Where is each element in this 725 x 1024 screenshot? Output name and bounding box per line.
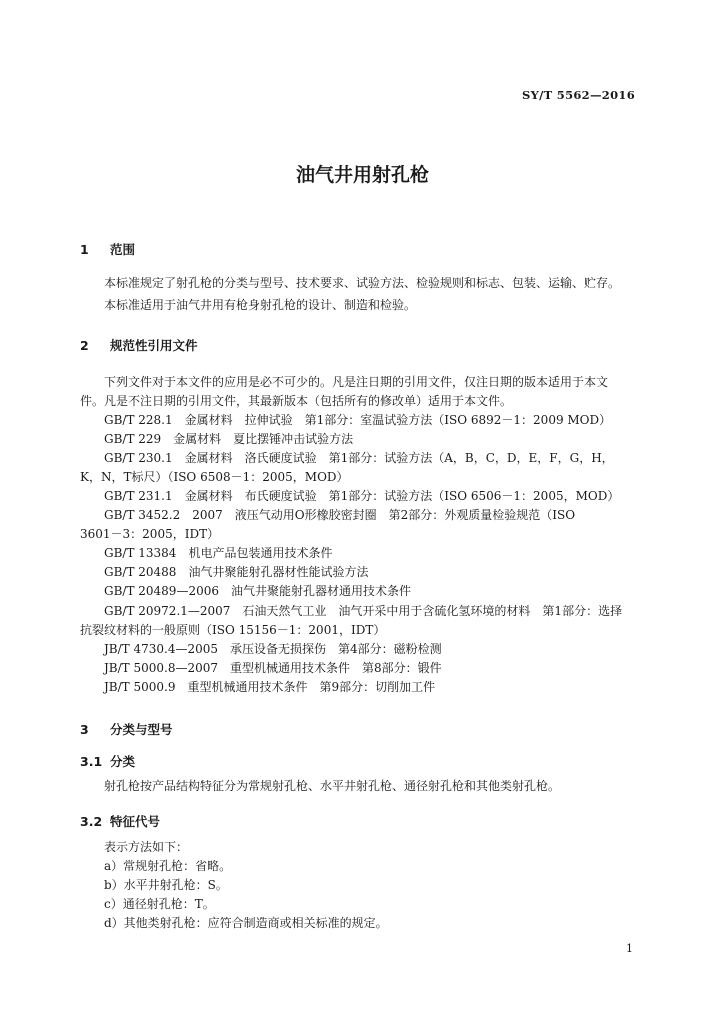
reference-item: GB/T 231.1 金属材料 布氏硬度试验 第1部分：试验方法（ISO 6506－1：2005，MOD）	[104, 489, 620, 503]
list-item: d）其他类射孔枪：应符合制造商或相关标准的规定。	[104, 916, 388, 930]
section-title: 规范性引用文件	[110, 338, 198, 353]
section-number: 3.2	[80, 814, 103, 829]
section-1-para-2: 本标准适用于油气井用有枪身射孔枪的设计、制造和检验。	[104, 298, 417, 312]
reference-item: GB/T 20488 油气井聚能射孔器材性能试验方法	[104, 565, 369, 579]
standard-code: SY/T 5562—2016	[522, 88, 635, 102]
section-1-para-1: 本标准规定了射孔枪的分类与型号、技术要求、试验方法、检验规则和标志、包装、运输、贮存。	[104, 276, 621, 290]
reference-item-continuation: 抗裂纹材料的一般原则（ISO 15156－1：2001，IDT）	[80, 623, 386, 637]
document-title: 油气井用射孔枪	[295, 164, 429, 186]
list-item: b）水平井射孔枪：S。	[104, 878, 228, 892]
section-title: 范围	[110, 242, 136, 257]
section-3-1-heading	[80, 752, 135, 770]
section-1-heading	[80, 240, 135, 258]
section-2-intro-line-2: 件。凡是不注日期的引用文件，其最新版本（包括所有的修改单）适用于本文件。	[80, 394, 513, 408]
section-title: 特征代号	[110, 814, 161, 829]
list-item: a）常规射孔枪：省略。	[104, 859, 232, 873]
reference-item: GB/T 228.1 金属材料 拉伸试验 第1部分：室温试验方法（ISO 6892－1：2009 MOD）	[104, 413, 612, 427]
reference-item: GB/T 230.1 金属材料 洛氏硬度试验 第1部分：试验方法（A，B，C，D，E，F，G，H，	[104, 451, 614, 465]
section-2-heading	[80, 336, 198, 354]
section-3-2-line: 表示方法如下：	[104, 840, 189, 854]
reference-item: JB/T 5000.9 重型机械通用技术条件 第9部分：切削加工件	[104, 680, 436, 694]
section-number: 3	[80, 722, 89, 737]
reference-item-continuation: K，N，T标尺）（ISO 6508－1：2005，MOD）	[80, 470, 349, 484]
list-item: c）通径射孔枪：T。	[104, 897, 215, 911]
section-2-intro-line-1: 下列文件对于本文件的应用是必不可少的。凡是注日期的引用文件，仅注日期的版本适用于本文	[104, 375, 609, 389]
reference-item: GB/T 3452.2 2007 液压气动用O形橡胶密封圈 第2部分：外观质量检验规范（ISO	[104, 508, 576, 522]
section-title: 分类与型号	[110, 722, 173, 737]
section-3-1-text: 射孔枪按产品结构特征分为常规射孔枪、水平井射孔枪、通径射孔枪和其他类射孔枪。	[104, 779, 561, 793]
section-title: 分类	[110, 754, 136, 769]
reference-item: GB/T 20972.1—2007 石油天然气工业 油气开采中用于含硫化氢环境的材料 第1部分：选择	[104, 604, 623, 618]
page-number: 1	[626, 942, 633, 955]
section-number: 2	[80, 338, 89, 353]
reference-item: GB/T 13384 机电产品包装通用技术条件	[104, 546, 333, 560]
section-3-heading	[80, 720, 173, 738]
reference-item: JB/T 5000.8—2007 重型机械通用技术条件 第8部分：锻件	[104, 661, 442, 675]
reference-item-continuation: 3601－3：2005，IDT）	[80, 527, 220, 541]
section-3-2-heading	[80, 812, 160, 830]
reference-item: GB/T 20489—2006 油气井聚能射孔器材通用技术条件	[104, 584, 411, 598]
section-number: 1	[80, 242, 89, 257]
reference-item: JB/T 4730.4—2005 承压设备无损探伤 第4部分：磁粉检测	[104, 642, 442, 656]
reference-item: GB/T 229 金属材料 夏比摆锤冲击试验方法	[104, 432, 354, 446]
section-number: 3.1	[80, 754, 103, 769]
